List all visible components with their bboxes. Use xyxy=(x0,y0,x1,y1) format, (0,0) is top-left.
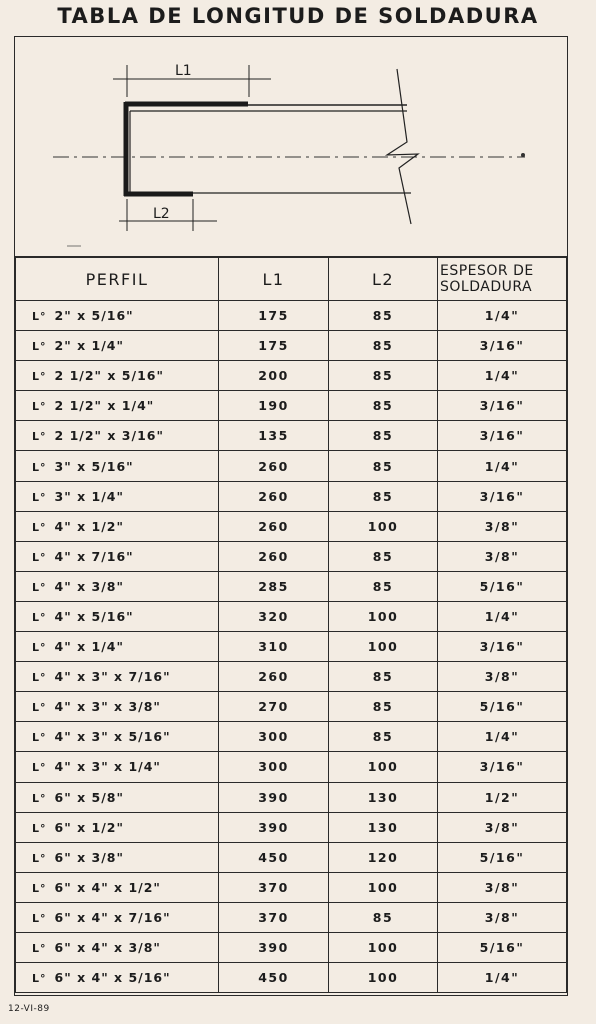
angle-symbol: L° xyxy=(32,641,47,655)
perfil-text: 2 1/2" x 1/4" xyxy=(54,398,155,414)
l1-label: L1 xyxy=(175,63,192,79)
l1-cell: 320 xyxy=(219,601,329,631)
l1-cell: 285 xyxy=(219,571,329,601)
perfil-cell xyxy=(16,421,219,451)
angle-symbol: L° xyxy=(32,520,47,534)
espesor-cell: 3/8" xyxy=(438,511,567,541)
l1-cell: 200 xyxy=(219,361,329,391)
perfil-cell xyxy=(16,632,219,662)
perfil-cell xyxy=(16,391,219,421)
espesor-cell: 5/16" xyxy=(438,932,567,962)
header-perfil: PERFIL xyxy=(16,258,219,301)
perfil-text: 4" x 1/4" xyxy=(54,639,124,655)
l2-cell: 85 xyxy=(329,391,438,421)
l2-cell: 85 xyxy=(329,301,438,331)
perfil-text: 4" x 1/2" xyxy=(54,518,124,534)
weld-length-sheet xyxy=(14,36,568,996)
table-row xyxy=(16,932,567,962)
espesor-cell: 3/8" xyxy=(438,812,567,842)
l1-cell: 175 xyxy=(219,331,329,361)
angle-symbol: L° xyxy=(32,370,47,384)
perfil-text: 6" x 4" x 1/2" xyxy=(54,879,161,895)
perfil-text: 2 1/2" x 3/16" xyxy=(54,428,164,444)
perfil-cell xyxy=(16,902,219,932)
angle-symbol: L° xyxy=(32,550,47,564)
perfil-text: 4" x 3" x 1/4" xyxy=(54,759,161,775)
l1-cell: 260 xyxy=(219,511,329,541)
table-row xyxy=(16,722,567,752)
l1-cell: 260 xyxy=(219,541,329,571)
angle-symbol: L° xyxy=(32,761,47,775)
header-l2: L2 xyxy=(329,258,438,301)
break-line xyxy=(387,69,418,224)
angle-symbol: L° xyxy=(32,881,47,895)
l1-cell: 370 xyxy=(219,872,329,902)
perfil-text: 6" x 5/8" xyxy=(54,789,124,805)
page-title: TABLA DE LONGITUD DE SOLDADURA xyxy=(57,4,539,28)
espesor-cell: 3/8" xyxy=(438,902,567,932)
angle-symbol: L° xyxy=(32,731,47,745)
angle-symbol: L° xyxy=(32,310,47,324)
perfil-text: 4" x 7/16" xyxy=(54,548,134,564)
angle-symbol: L° xyxy=(32,400,47,414)
perfil-cell xyxy=(16,722,219,752)
espesor-cell: 1/4" xyxy=(438,963,567,993)
espesor-cell: 1/4" xyxy=(438,361,567,391)
header-espesor xyxy=(438,258,567,301)
l2-cell: 100 xyxy=(329,963,438,993)
table-row xyxy=(16,301,567,331)
espesor-cell: 3/8" xyxy=(438,872,567,902)
perfil-text: 4" x 3" x 5/16" xyxy=(54,729,171,745)
angle-symbol: L° xyxy=(32,701,47,715)
l1-cell: 390 xyxy=(219,782,329,812)
angle-symbol: L° xyxy=(32,580,47,594)
perfil-cell xyxy=(16,842,219,872)
espesor-cell: 3/16" xyxy=(438,391,567,421)
perfil-cell xyxy=(16,812,219,842)
angle-symbol: L° xyxy=(32,490,47,504)
table-row xyxy=(16,782,567,812)
angle-symbol: L° xyxy=(32,460,47,474)
perfil-cell xyxy=(16,451,219,481)
perfil-text: 6" x 4" x 3/8" xyxy=(54,940,161,956)
perfil-text: 4" x 3" x 7/16" xyxy=(54,669,171,685)
table-row xyxy=(16,752,567,782)
angle-symbol: L° xyxy=(32,851,47,865)
perfil-cell xyxy=(16,782,219,812)
perfil-text: 6" x 4" x 5/16" xyxy=(54,970,171,986)
espesor-cell: 5/16" xyxy=(438,842,567,872)
l2-cell: 100 xyxy=(329,932,438,962)
table-row xyxy=(16,692,567,722)
perfil-text: 4" x 5/16" xyxy=(54,608,134,624)
angle-symbol: L° xyxy=(32,610,47,624)
header-espesor-line1: ESPESOR DE xyxy=(440,263,534,279)
espesor-cell: 3/8" xyxy=(438,662,567,692)
table-row xyxy=(16,632,567,662)
l2-cell: 85 xyxy=(329,331,438,361)
espesor-cell: 1/4" xyxy=(438,601,567,631)
l2-cell: 85 xyxy=(329,662,438,692)
l1-cell: 310 xyxy=(219,632,329,662)
table-row xyxy=(16,481,567,511)
perfil-cell xyxy=(16,963,219,993)
table-row xyxy=(16,571,567,601)
espesor-cell: 1/4" xyxy=(438,722,567,752)
table-row xyxy=(16,331,567,361)
perfil-text: 4" x 3" x 3/8" xyxy=(54,699,161,715)
l2-cell: 85 xyxy=(329,571,438,601)
l2-cell: 85 xyxy=(329,421,438,451)
l2-cell: 85 xyxy=(329,902,438,932)
table-header-row xyxy=(16,258,567,301)
espesor-cell: 3/16" xyxy=(438,331,567,361)
angle-symbol: L° xyxy=(32,671,47,685)
l2-cell: 85 xyxy=(329,481,438,511)
table-row xyxy=(16,662,567,692)
espesor-cell: 3/16" xyxy=(438,752,567,782)
table-row xyxy=(16,541,567,571)
table-row xyxy=(16,601,567,631)
l2-cell: 120 xyxy=(329,842,438,872)
table-row xyxy=(16,902,567,932)
l1-cell: 260 xyxy=(219,662,329,692)
perfil-text: 6" x 1/2" xyxy=(54,819,124,835)
l2-cell: 85 xyxy=(329,541,438,571)
l2-cell: 100 xyxy=(329,511,438,541)
l2-cell: 85 xyxy=(329,361,438,391)
perfil-cell xyxy=(16,692,219,722)
perfil-cell xyxy=(16,872,219,902)
perfil-text: 2 1/2" x 5/16" xyxy=(54,368,164,384)
l1-cell: 390 xyxy=(219,812,329,842)
perfil-cell xyxy=(16,331,219,361)
espesor-cell: 1/4" xyxy=(438,301,567,331)
perfil-cell xyxy=(16,932,219,962)
perfil-cell xyxy=(16,571,219,601)
angle-symbol: L° xyxy=(32,791,47,805)
l2-cell: 100 xyxy=(329,632,438,662)
espesor-cell: 3/8" xyxy=(438,541,567,571)
table-row xyxy=(16,511,567,541)
perfil-cell xyxy=(16,361,219,391)
perfil-text: 2" x 5/16" xyxy=(54,308,134,324)
angle-symbol: L° xyxy=(32,942,47,956)
l1-cell: 135 xyxy=(219,421,329,451)
l2-cell: 100 xyxy=(329,872,438,902)
l1-cell: 175 xyxy=(219,301,329,331)
espesor-cell: 3/16" xyxy=(438,481,567,511)
header-espesor-line2: SOLDADURA xyxy=(440,279,533,295)
table-row xyxy=(16,963,567,993)
perfil-cell xyxy=(16,511,219,541)
l1-cell: 450 xyxy=(219,842,329,872)
l1-cell: 260 xyxy=(219,481,329,511)
perfil-cell xyxy=(16,541,219,571)
l2-cell: 85 xyxy=(329,692,438,722)
l2-cell: 85 xyxy=(329,451,438,481)
angle-weld-drawing xyxy=(15,37,569,257)
angle-symbol: L° xyxy=(32,340,47,354)
angle-symbol: L° xyxy=(32,911,47,925)
weld-diagram xyxy=(15,37,567,257)
perfil-text: 6" x 3/8" xyxy=(54,849,124,865)
angle-symbol: L° xyxy=(32,821,47,835)
l2-cell: 100 xyxy=(329,601,438,631)
l2-cell: 85 xyxy=(329,722,438,752)
l1-cell: 270 xyxy=(219,692,329,722)
angle-symbol: L° xyxy=(32,972,47,986)
l1-cell: 300 xyxy=(219,722,329,752)
l1-cell: 390 xyxy=(219,932,329,962)
perfil-cell xyxy=(16,301,219,331)
l2-label: L2 xyxy=(153,206,170,222)
espesor-cell: 3/16" xyxy=(438,632,567,662)
perfil-text: 3" x 1/4" xyxy=(54,488,124,504)
l1-cell: 450 xyxy=(219,963,329,993)
perfil-text: 4" x 3/8" xyxy=(54,578,124,594)
header-l1: L1 xyxy=(219,258,329,301)
l1-cell: 190 xyxy=(219,391,329,421)
table-row xyxy=(16,842,567,872)
table-row xyxy=(16,872,567,902)
l2-cell: 130 xyxy=(329,812,438,842)
l1-cell: 260 xyxy=(219,451,329,481)
l2-cell: 100 xyxy=(329,752,438,782)
perfil-cell xyxy=(16,662,219,692)
table-row xyxy=(16,451,567,481)
l2-cell: 130 xyxy=(329,782,438,812)
perfil-text: 3" x 5/16" xyxy=(54,458,134,474)
perfil-cell xyxy=(16,601,219,631)
table-row xyxy=(16,361,567,391)
espesor-cell: 1/4" xyxy=(438,451,567,481)
espesor-cell: 5/16" xyxy=(438,692,567,722)
footer-date: 12-VI-89 xyxy=(8,1004,50,1014)
table-row xyxy=(16,812,567,842)
perfil-text: 2" x 1/4" xyxy=(54,338,124,354)
perfil-cell xyxy=(16,752,219,782)
perfil-text: 6" x 4" x 7/16" xyxy=(54,909,171,925)
weld-table xyxy=(15,257,567,993)
espesor-cell: 1/2" xyxy=(438,782,567,812)
angle-symbol: L° xyxy=(32,430,47,444)
espesor-cell: 5/16" xyxy=(438,571,567,601)
espesor-cell: 3/16" xyxy=(438,421,567,451)
table-row xyxy=(16,391,567,421)
l1-cell: 300 xyxy=(219,752,329,782)
perfil-cell xyxy=(16,481,219,511)
l1-cell: 370 xyxy=(219,902,329,932)
table-row xyxy=(16,421,567,451)
